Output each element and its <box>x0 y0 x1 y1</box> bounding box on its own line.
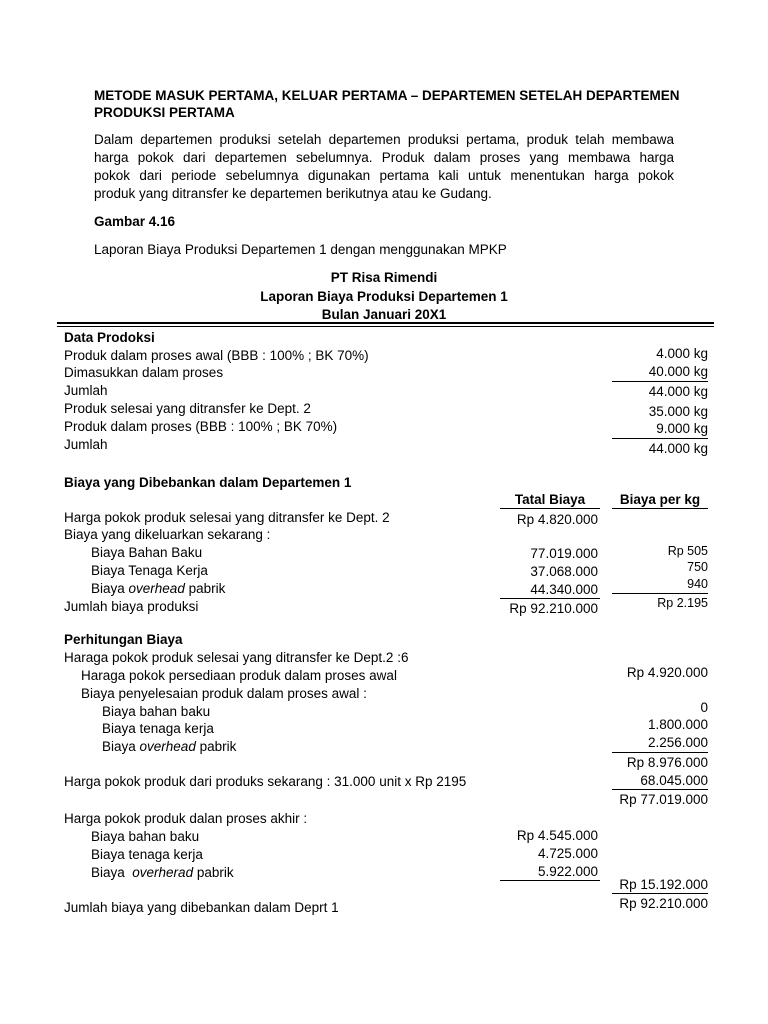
persediaan-value: Rp 4.920.000 <box>626 665 708 680</box>
sekarang-value: 68.045.000 <box>640 773 708 788</box>
akhir-tk-value: 4.725.000 <box>537 846 598 861</box>
transfer-total-value: Rp 77.019.000 <box>619 792 708 807</box>
btk-label: Biaya Tenaga Kerja <box>91 563 208 578</box>
dp-row-label: Produk dalam proses awal (BBB : 100% ; BK 70%) <box>64 348 369 363</box>
col-rule-per-kg <box>612 508 708 509</box>
dp-row-value: 4.000 kg <box>656 346 708 361</box>
sekarang-label: Harga pokok produk dari produks sekarang : 31.000 unit x Rp 2195 <box>64 774 467 789</box>
dp-row-label: Dimasukkan dalam proses <box>64 365 224 380</box>
bb-value: 0 <box>700 700 708 715</box>
perhitungan-transfer-label: Haraga pokok produk selesai yang ditransfer ke Dept.2 :6 <box>64 650 409 665</box>
heading-line-2: PRODUKSI PERTAMA <box>94 105 235 120</box>
subtotal-value: Rp 8.976.000 <box>626 755 708 770</box>
btk-per-kg: 750 <box>687 560 708 574</box>
btk-total: 37.068.000 <box>530 564 598 579</box>
dp-row-label: Produk selesai yang ditransfer ke Dept. 2 <box>64 401 311 416</box>
tk-label: Biaya tenaga kerja <box>102 721 214 736</box>
intro-paragraph <box>94 131 674 203</box>
biaya-title: Biaya yang Dibebankan dalam Departemen 1 <box>64 475 352 490</box>
report-company: PT Risa Rimendi <box>330 270 438 285</box>
heading-line-1-text: METODE MASUK PERTAMA, KELUAR PERTAMA – DEPARTEMEN SETELAH DEPARTEMEN <box>94 88 680 103</box>
header-rule-thick <box>57 322 714 324</box>
heading-line-1 <box>94 88 680 104</box>
sum-rule <box>612 789 708 790</box>
bop-label-a: Biaya <box>91 581 129 596</box>
tk-value: 1.800.000 <box>647 717 708 732</box>
header-rule-thin <box>57 326 714 327</box>
jumlah-biaya-total: Rp 92.210.000 <box>509 601 598 616</box>
akhir-total-value: Rp 15.192.000 <box>619 877 708 892</box>
op-label <box>102 739 236 755</box>
bb-label: Biaya bahan baku <box>102 704 211 719</box>
bbb-total: 77.019.000 <box>530 546 598 561</box>
dp-row-label: Jumlah <box>64 383 108 398</box>
op-label-a: Biaya <box>102 739 140 754</box>
penyelesaian-label: Biaya penyelesaian produk dalam proses awal : <box>81 686 367 701</box>
op-value: 2.256.000 <box>647 735 708 750</box>
col-rule-total <box>500 508 600 509</box>
akhir-op-label-c: pabrik <box>193 865 234 880</box>
dp-row-value: 35.000 kg <box>648 404 708 419</box>
akhir-tk-label: Biaya tenaga kerja <box>91 847 203 862</box>
op-label-b: overhead <box>139 739 196 754</box>
op-label-c: pabrik <box>195 739 237 754</box>
dp-row-value: 9.000 kg <box>656 421 708 436</box>
persediaan-label: Haraga pokok persediaan produk dalam proses awal <box>81 668 397 683</box>
dp-row-value: 40.000 kg <box>648 364 708 379</box>
intro-line-3: pokok dari periode sebelumnya digunakan pertama kali untuk menentukan harga pokok <box>94 168 674 183</box>
akhir-op-value: 5.922.000 <box>537 864 598 879</box>
bop-label <box>91 581 225 597</box>
figure-caption: Laporan Biaya Produksi Departemen 1 dengan menggunakan MPKP <box>94 242 507 257</box>
intro-line-1: Dalam departemen produksi setelah departemen produksi pertama, produk telah membawa <box>94 132 674 147</box>
dp-row-value: 44.000 kg <box>648 384 708 399</box>
sum-rule <box>612 438 708 439</box>
perhitungan-title: Perhitungan Biaya <box>64 632 183 647</box>
sum-rule <box>612 752 708 753</box>
akhir-op-label-a: Biaya <box>91 865 133 880</box>
bop-per-kg: 940 <box>687 577 708 591</box>
jumlah-biaya-label: Jumlah biaya produksi <box>64 599 199 614</box>
akhir-bb-value: Rp 4.545.000 <box>516 828 598 843</box>
intro-line-2: harga pokok dari departemen sebelumnya. Produk dalam proses yang membawa harga <box>94 150 674 165</box>
grand-total-value: Rp 92.210.000 <box>619 896 708 911</box>
dp-row-label: Produk dalam proses (BBB : 100% ; BK 70%) <box>64 419 338 434</box>
akhir-op-label <box>91 865 234 881</box>
sum-rule <box>612 381 708 382</box>
sum-rule <box>500 598 600 599</box>
intro-line-4: produk yang ditransfer ke departemen berikutnya atau ke Gudang. <box>94 186 492 201</box>
jumlah-biaya-per-kg: Rp 2.195 <box>657 596 708 610</box>
akhir-op-label-b: overherad <box>132 865 194 880</box>
grand-total-label: Jumlah biaya yang dibebankan dalam Deprt 1 <box>64 900 339 915</box>
col-header-per-kg: Biaya per kg <box>619 492 701 507</box>
akhir-label: Harga pokok produk dalan proses akhir : <box>64 811 308 826</box>
biaya-current-label: Biaya yang dikeluarkan sekarang : <box>64 527 271 542</box>
dp-row-value: 44.000 kg <box>648 441 708 456</box>
sum-rule <box>612 893 708 894</box>
biaya-transfer-total: Rp 4.820.000 <box>516 512 598 527</box>
data-produksi-title: Data Prodoksi <box>64 330 155 345</box>
bbb-per-kg: Rp 505 <box>667 544 708 558</box>
dp-row-label: Jumlah <box>64 437 108 452</box>
bbb-label: Biaya Bahan Baku <box>91 545 203 560</box>
bop-label-c: pabrik <box>184 581 226 596</box>
report-title: Laporan Biaya Produksi Departemen 1 <box>260 289 508 304</box>
col-header-total: Tatal Biaya <box>514 492 586 507</box>
akhir-bb-label: Biaya bahan baku <box>91 829 200 844</box>
report-period: Bulan Januari 20X1 <box>321 307 447 322</box>
figure-label: Gambar 4.16 <box>94 214 176 229</box>
bop-total: 44.340.000 <box>530 582 598 597</box>
bop-label-b: overhead <box>128 581 185 596</box>
sum-rule <box>612 593 708 594</box>
biaya-transfer-label: Harga pokok produk selesai yang ditransfer ke Dept. 2 <box>64 510 390 525</box>
